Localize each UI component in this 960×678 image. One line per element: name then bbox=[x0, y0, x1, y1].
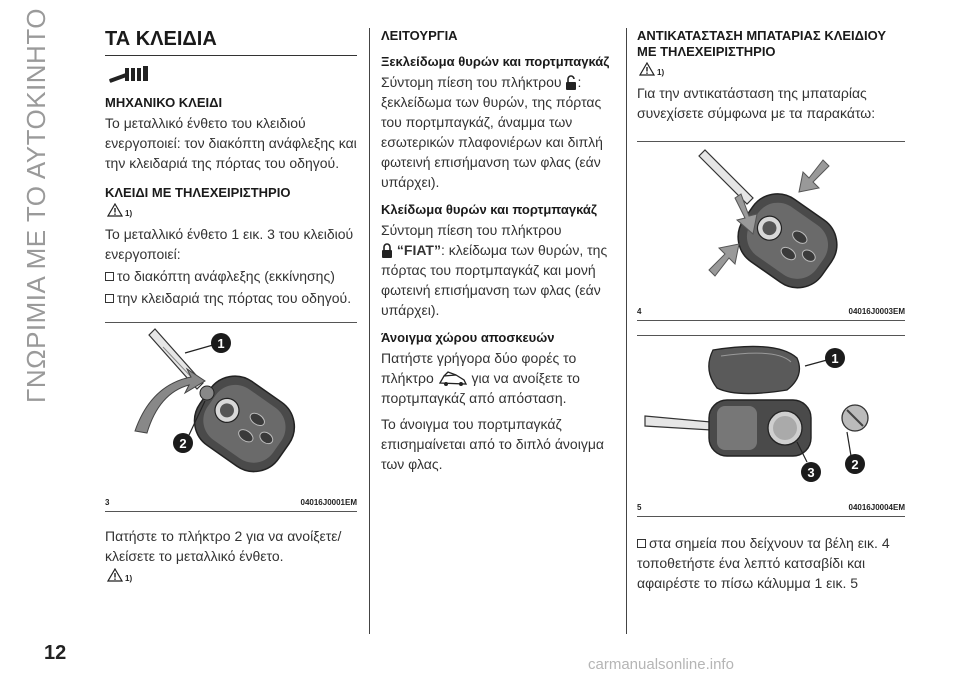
warning-triangle-icon bbox=[107, 203, 123, 217]
list-item: την κλειδαριά της πόρτας του οδηγού. bbox=[105, 288, 357, 308]
warning-triangle-icon bbox=[639, 62, 655, 76]
svg-text:2: 2 bbox=[179, 436, 187, 451]
heading-battery-replacement: ΑΝΤΙΚΑΤΑΣΤΑΣΗ ΜΠΑΤΑΡΙΑΣ ΚΛΕΙΔΙΟΥ ΜΕ ΤΗΛΕΧΕΙΡΙΣΤΗΡΙΟ bbox=[637, 28, 887, 59]
warning-reference: 1) bbox=[639, 62, 664, 77]
text-press-button: Πατήστε το πλήκτρο 2 για να ανοίξετε/κλείσετε το μεταλλικό ένθετο. bbox=[105, 528, 342, 564]
column-operation bbox=[381, 28, 621, 474]
warning-reference: 1) bbox=[107, 203, 132, 218]
heading-operation: ΛΕΙΤΟΥΡΓΙΑ bbox=[381, 28, 458, 43]
text-remote-key: Το μεταλλικό ένθετο 1 εικ. 3 του κλειδιού ενεργοποιεί: bbox=[105, 226, 354, 262]
section-title-keys: ΤΑ ΚΛΕΙΔΙΑ bbox=[105, 28, 357, 56]
column-keys bbox=[105, 28, 357, 587]
figure-caption: 3 04016J0001EM bbox=[105, 498, 357, 512]
bullet-box-icon bbox=[637, 539, 646, 548]
callout-1 bbox=[825, 348, 845, 368]
heading-mechanical-key: ΜΗΧΑΝΙΚΟ ΚΛΕΙΔΙ bbox=[105, 95, 223, 110]
column-divider-1 bbox=[369, 28, 370, 634]
text-boot-open: Πατήστε γρήγορα δύο φορές το πλήκτρο για να ανοίξετε το πορτμπαγκάζ από απόσταση. bbox=[381, 350, 580, 406]
heading-unlock: Ξεκλείδωμα θυρών και πορτμπαγκάζ bbox=[381, 54, 610, 69]
key-symbol-icon bbox=[107, 64, 357, 89]
figure-caption: 4 04016J0003EM bbox=[637, 307, 905, 321]
text-boot-signal: Το άνοιγμα του πορτμπαγκάζ επισημαίνεται από το διπλό άνοιγμα των φλας. bbox=[381, 416, 604, 472]
arrow-icon bbox=[799, 160, 829, 192]
text-lock: Σύντομη πίεση του πλήκτρου “FIAT”: κλείδωμα των θυρών, της πόρτας του πορτμπαγκάζ και μονή φωτεινή επισήμανση των φλας (εάν υπάρχει). bbox=[381, 222, 608, 318]
text-mechanical-key: Το μεταλλικό ένθετο του κλειδιού ενεργοποιεί: τον διακόπτη ανάφλεξης και την κλειδαριά της πόρτας του οδηγού. bbox=[105, 115, 357, 171]
unlock-padlock-icon bbox=[565, 75, 577, 91]
text-battery-intro: Για την αντικατάσταση της μπαταρίας συνεχίσετε σύμφωνα με τα παρακάτω: bbox=[637, 85, 876, 121]
callout-2 bbox=[173, 433, 193, 453]
list-item: στα σημεία που δείχνουν τα βέλη εικ. 4 τοποθετήστε ένα λεπτό κατσαβίδι και αφαιρέστε το πίσω κάλυμμα 1 εικ. 5 bbox=[637, 535, 890, 591]
column-divider-2 bbox=[626, 28, 627, 634]
watermark: carmanualsonline.info bbox=[588, 656, 734, 673]
callout-3 bbox=[801, 462, 821, 482]
running-section-title: ΓΝΩΡΙΜΙΑ ΜΕ ΤΟ ΑΥΤΟΚΙΝΗΤΟ bbox=[20, 7, 51, 403]
flip-key-illustration bbox=[105, 323, 357, 493]
column-battery-replacement bbox=[637, 28, 905, 593]
bullet-box-icon bbox=[105, 294, 114, 303]
list-item: το διακόπτη ανάφλεξης (εκκίνησης) bbox=[105, 266, 357, 286]
figure-3 bbox=[105, 322, 357, 512]
svg-text:2: 2 bbox=[851, 457, 859, 472]
page-number: 12 bbox=[44, 642, 67, 664]
callout-1 bbox=[211, 333, 231, 353]
key-battery-cover-illustration bbox=[637, 336, 905, 498]
heading-lock: Κλείδωμα θυρών και πορτμπαγκάζ bbox=[381, 202, 597, 217]
bullet-box-icon bbox=[105, 272, 114, 281]
figure-caption: 5 04016J0004EM bbox=[637, 503, 905, 517]
figure-4 bbox=[637, 141, 905, 321]
callout-2 bbox=[845, 454, 865, 474]
arrow-icon bbox=[709, 244, 739, 276]
svg-text:3: 3 bbox=[807, 465, 815, 480]
warning-reference: 1) bbox=[107, 568, 132, 583]
warning-triangle-icon bbox=[107, 568, 123, 582]
heading-remote-key: ΚΛΕΙΔΙ ΜΕ ΤΗΛΕΧΕΙΡΙΣΤΗΡΙΟ bbox=[105, 185, 291, 200]
boot-open-icon bbox=[438, 371, 468, 387]
svg-text:1: 1 bbox=[217, 336, 225, 351]
text-unlock: Σύντομη πίεση του πλήκτρου : ξεκλείδωμα των θυρών, της πόρτας του πορτμπαγκάζ, άναμμα των εσωτερικών πλαφονιέρων και διπλή φωτεινή επισήμανση των φλας (εάν υπάρχει). bbox=[381, 74, 603, 190]
heading-boot-open: Άνοιγμα χώρου αποσκευών bbox=[381, 330, 555, 345]
key-arrows-illustration bbox=[637, 142, 905, 302]
figure-5 bbox=[637, 335, 905, 517]
svg-text:1: 1 bbox=[831, 351, 839, 366]
lock-padlock-icon bbox=[381, 243, 393, 259]
